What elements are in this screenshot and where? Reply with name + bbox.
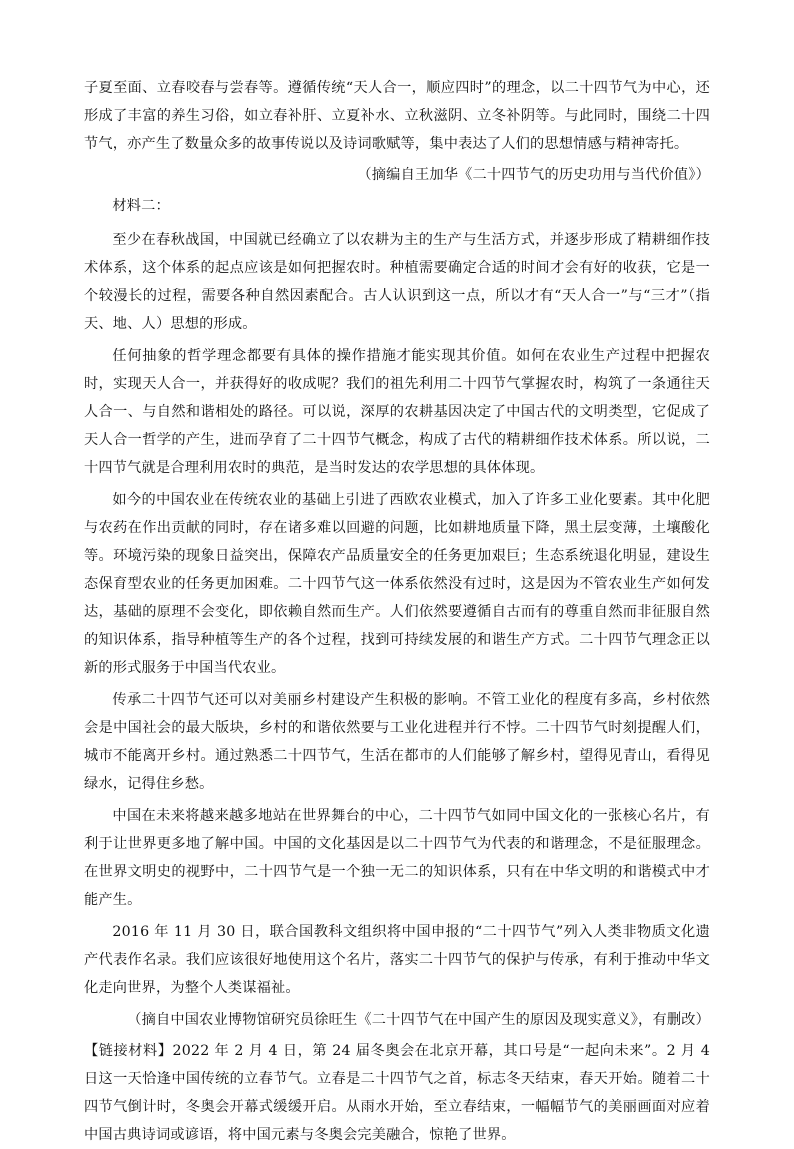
link-material: 【链接材料】2022 年 2 月 4 日，第 24 届冬奥会在北京开幕，其口号是“一起向未来”。2 月 4 日这一天恰逢中国传统的立春节气。立春是二十四节气之首，标志冬天结束，春天开始。随着二十四节气倒计时，冬奥会开幕式缓缓开启。从雨水开始，至立春结束，一幅幅节气的美丽画面对应着中国古典诗词或谚语，将中国元素与冬奥会完美融合，惊艳了世界。: [84, 1043, 710, 1143]
paragraph-5: 中国在未来将越来越多地站在世界舞台的中心，二十四节气如同中国文化的一张核心名片，有利于让世界更多地了解中国。中国的文化基因是以二十四节气为代表的和谐理念，不是征服理念。在世界文明史的视野中，二十四节气是一个独一无二的知识体系，只有在中华文明的和谐模式中才能产生。: [84, 808, 710, 908]
paragraph-1: 至少在春秋战国，中国就已经确立了以农耕为主的生产与生活方式，并逐步形成了精耕细作技术体系，这个体系的起点应该是如何把握农时。种植需要确定合适的时间才会有好的收获，它是一个较漫长的过程，需要各种自然因素配合。古人认识到这一点，所以才有“天人合一”与“三才”（指天、地、人）思想的形成。: [84, 232, 710, 332]
source-citation-2: （摘自中国农业博物馆研究员徐旺生《二十四节气在中国产生的原因及现实意义》，有删改）: [127, 1012, 710, 1028]
paragraph-material1-end: 子夏至面、立春咬春与尝春等。遵循传统“天人合一，顺应四时”的理念，以二十四节气为中心，还形成了丰富的养生习俗，如立春补肝、立夏补水、立秋滋阴、立冬补阴等。与此同时，围绕二十四节气，亦产生了数量众多的故事传说以及诗词歌赋等，集中表达了人们的思想情感与精神寄托。: [84, 80, 710, 152]
material-2-heading: 材料二：: [112, 198, 170, 214]
paragraph-3: 如今的中国农业在传统农业的基础上引进了西欧农业模式，加入了许多工业化要素。其中化肥与农药在作出贡献的同时，存在诸多难以回避的问题，比如耕地质量下降，黑土层变薄，土壤酸化等。环境污染的现象日益突出，保障农产品质量安全的任务更加艰巨；生态系统退化明显，建设生态保育型农业的任务更加困难。二十四节气这一体系依然没有过时，这是因为不管农业生产如何发达，基础的原理不会变化，即依赖自然而生产。人们依然要遵循自古而有的尊重自然而非征服自然的知识体系，指导种植等生产的各个过程，找到可持续发展的和谐生产方式。二十四节气理念正以新的形式服务于中国当代农业。: [84, 492, 710, 676]
paragraph-4: 传承二十四节气还可以对美丽乡村建设产生积极的影响。不管工业化的程度有多高，乡村依然会是中国社会的最大版块，乡村的和谐依然要与工业化进程并行不悖。二十四节气时刻提醒人们，城市不能离开乡村。通过熟悉二十四节气，生活在都市的人们能够了解乡村，望得见青山，看得见绿水，记得住乡愁。: [84, 692, 710, 792]
source-citation-1: （摘编自王加华《二十四节气的历史功用与当代价值》）: [357, 167, 710, 183]
paragraph-2: 任何抽象的哲学理念都要有具体的操作措施才能实现其价值。如何在农业生产过程中把握农时，实现天人合一，并获得好的收成呢？我们的祖先利用二十四节气掌握农时，构筑了一条通往天人合一、与自然和谐相处的路径。可以说，深厚的农耕基因决定了中国古代的文明类型，它促成了天人合一哲学的产生，进而孕育了二十四节气概念，构成了古代的精耕细作技术体系。所以说，二十四节气就是合理利用农时的典范，是当时发达的农学思想的具体体现。: [84, 348, 710, 476]
paragraph-6: 2016 年 11 月 30 日，联合国教科文组织将中国申报的“二十四节气”列入人类非物质文化遗产代表作名录。我们应该很好地使用这个名片，落实二十四节气的保护与传承，有利于推动中华文化走向世界，为整个人类谋福祉。: [84, 924, 710, 996]
